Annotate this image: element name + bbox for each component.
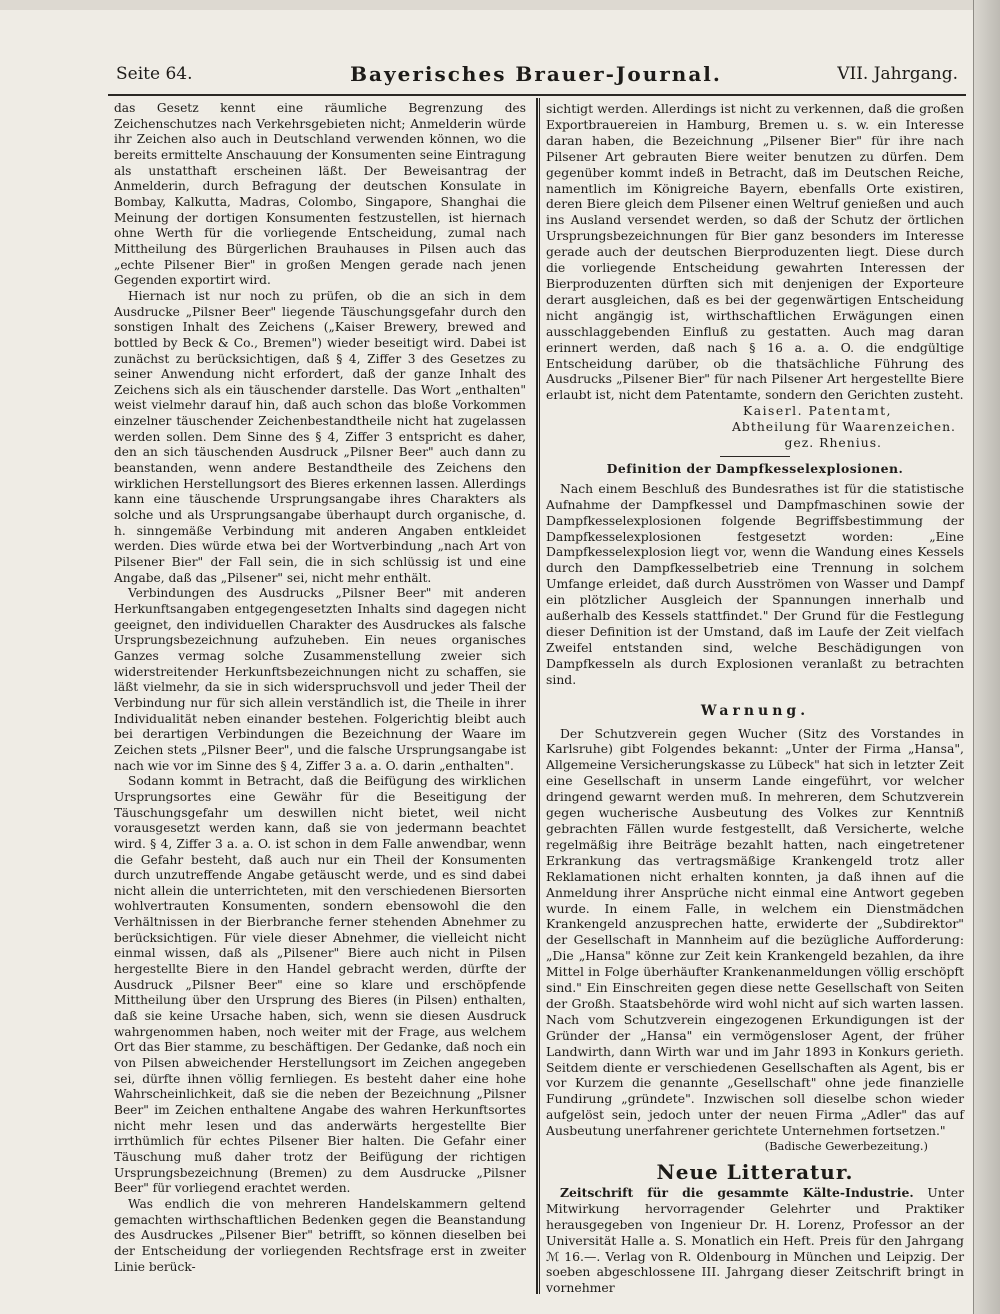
left-paragraph-1: das Gesetz kennt eine räumliche Begrenzung des Zeichenschutzes nach Verkehrsgebieten nicht; Anmelderin würde ihr Zeichen also auch in Deutschland verwenden können, wo die bereits ermittelte Anschauung der Konsumenten seine Eintragung als unstatthaft erscheinen läßt. Der Beweisantrag der Anmelderin, durch Befragung der deutschen Konsulate in Bombay, Kalkutta, Madras, Colombo, Singapore, Shanghai die Meinung der dortigen Konsumenten festzustellen, ist hiernach ohne Werth für die vorliegende Entscheidung, zumal nach Mittheilung des Bürgerlichen Brauhauses in Pilsen auch das „echte Pilsener Bier" in großen Mengen gerade nach jenen Gegenden exportirt wird. <box>114 101 526 288</box>
left-column <box>114 101 526 1275</box>
page-header <box>108 62 964 92</box>
literature-subtitle: Zeitschrift für die gesammte Kälte-Industrie. <box>560 1184 914 1200</box>
signature-office: Kaiserl. Patentamt, <box>742 403 892 419</box>
page-number: Seite 64. <box>116 64 193 84</box>
header-rule <box>108 94 966 96</box>
scan-edge-top <box>0 0 1000 10</box>
section-separator <box>720 456 790 457</box>
left-paragraph-3: Verbindungen des Ausdrucks „Pilsner Beer" mit anderen Herkunftsangaben entgegengesetzten Inhalts sind dagegen nicht geeignet, den individuellen Charakter des Ausdruckes als falsche Ursprungsbezeichnung aufzuheben. Ein neues organisches Ganzes vermag solche Zusammenstellung zweier sich widerstreitender Herkunftsbezeichnungen nicht zu schaffen, sie läßt vielmehr, da sie in sich widerspruchsvoll und jeder Theil der Verbindung nur für sich allein verständlich ist, die Theile in ihrer Individualität neben einander bestehen. Folgerichtig bleibt auch bei derartigen Verbindungen die Bezeichnung der Waare im Zeichen stets „Pilsner Beer", und die falsche Ursprungsangabe ist nach wie vor im Sinne des § 4, Ziffer 3 a. a. O. darin „enthalten". <box>114 586 526 773</box>
journal-title: Bayerisches Brauer-Journal. <box>350 62 722 86</box>
right-column <box>546 101 964 1296</box>
definition-paragraph: Nach einem Beschluß des Bundesrathes ist für die statistische Aufnahme der Dampfkessel und Dampfmaschinen sowie der Dampfkesselexplosionen folgende Begriffsbestimmung der Dampfkesselexplosionen festgesetzt worden: „Eine Dampfkesselexplosion liegt vor, wenn die Wandung eines Kessels durch den Dampfkesselbetrieb eine Trennung in solchem Umfange erleidet, daß durch Ausströmen von Wasser und Dampf ein plötzlicher Ausgleich der Spannungen innerhalb und außerhalb des Kessels stattfindet." Der Grund für die Festlegung dieser Definition ist der Umstand, daß im Laufe der Zeit vielfach Zweifel entstanden sind, welche Beschädigungen von Dampfkesseln als durch Explosionen veranlaßt zu betrachten sind. <box>546 480 964 687</box>
warning-heading: Warnung. <box>700 702 810 719</box>
column-divider <box>536 98 538 1294</box>
volume-label: VII. Jahrgang. <box>837 64 958 84</box>
scan-edge-right <box>973 0 1000 1314</box>
left-paragraph-2: Hiernach ist nur noch zu prüfen, ob die an sich in dem Ausdrucke „Pilsner Beer" liegende Täuschungsgefahr durch den sonstigen Inhalt des Zeichens („Kaiser Brewery, brewed and bottled by Beck & Co., Bremen") wieder beseitigt wird. Dabei ist zunächst zu berücksichtigen, daß § 4, Ziffer 3 des Gesetzes zu seiner Anwendung nicht erfordert, daß der ganze Inhalt des Zeichens sich als ein täuschender darstelle. Das Wort „enthalten" weist vielmehr darauf hin, daß auch schon das bloße Vorkommen einzelner täuschender Zeichenbestandtheile nicht hat zugelassen werden sollen. Dem Sinne des § 4, Ziffer 3 entspricht es daher, den an sich täuschenden Ausdruck „Pilsner Beer" auch dann zu beanstanden, wenn andere Bestandtheile des Zeichens den wirklichen Herstellungsort des Bieres erkennen lassen. Allerdings kann eine täuschende Ursprungsangabe ihres Charakters als solche und als Ursprungsangabe überhaupt durch organische, d. h. sinngemäße Verbindung mit anderen Angaben entkleidet werden. Dies würde etwa bei der Wortverbindung „nach Art von Pilsener Bier" der Fall sein, die in sich schlüssig ist und eine Angabe, daß das „Pilsener" sei, nicht mehr enthält. <box>114 288 526 585</box>
warning-paragraph: Der Schutzverein gegen Wucher (Sitz des Vorstandes in Karlsruhe) gibt Folgendes bekannt: „Unter der Firma „Hansa", Allgemeine Versicherungskasse zu Lübeck" hat sich in letzter Zeit eine Gesellschaft in unserm Lande eingeführt, vor welcher dringend gewarnt werden muß. In mehreren, dem Schutzverein gegen wucherische Ausbeutung des Volkes zur Kenntniß gebrachten Fällen wurde festgestellt, daß Versicherte, welche regelmäßig ihre Beiträge bezahlt hatten, nach eingetretener Erkrankung das vertragsmäßige Krankengeld trotz aller Reklamationen nicht erhalten konnten, ja daß ihnen auf die Anmeldung ihrer Ansprüche nicht einmal eine Antwort gegeben wurde. In einem Falle, in welchem ein Dienstmädchen Krankengeld anzusprechen hatte, erwiderte der „Subdirektor" der Gesellschaft in Mannheim auf die bezügliche Aufforderung: „Die „Hansa" könne zur Zeit kein Krankengeld bezahlen, da ihre Mittel in Folge überhäufter Krankenanmeldungen völlig erschöpft sind." Ein Einschreiten gegen diese nette Gesellschaft von Seiten der Großh. Staatsbehörde wird wohl nicht auf sich warten lassen. Nach vom Schutzverein eingezogenen Erkundigungen ist der Gründer der „Hansa" ein vermögensloser Agent, der früher Landwirth, dann Wirth war und im Jahr 1893 in Konkurs gerieth. Seitdem diente er verschiedenen Gesellschaften als Agent, bis er vor Kurzem die genannte „Gesellschaft" ohne jede finanzielle Fundirung „gründete". Inzwischen soll dieselbe schon wieder aufgelöst sein, jedoch unter der neuen Firma „Adler" das auf Ausbeutung unerfahrener gerichtete Unternehmen fortsetzen." <box>546 725 964 1139</box>
signature-department: Abtheilung für Waarenzeichen. <box>731 419 956 435</box>
right-continuation-paragraph: sichtigt werden. Allerdings ist nicht zu verkennen, daß die großen Exportbrauereien in Hamburg, Bremen u. s. w. ein Interesse daran haben, die Bezeichnung „Pilsener Bier" für ihre nach Pilsener Art gebrauten Biere weiter benutzen zu dürfen. Dem gegenüber kommt indeß in Betracht, daß im Deutschen Reiche, namentlich im Königreiche Bayern, ebenfalls Orte existiren, deren Biere gleich dem Pilsener einen Weltruf genießen und auch ins Ausland versendet werden, so daß der Schutz der örtlichen Ursprungsbezeichnungen für Bier ganz besonders im Interesse gerade auch der deutschen Bierproduzenten liegt. Diese durch die vorliegende Entscheidung gewahrten Interessen der Bierproduzenten dürften sich mit denjenigen der Exporteure derart ausgleichen, daß es bei der gegenwärtigen Entscheidung nicht angängig ist, wirthschaftlichen Erwägungen einen ausschlaggebenden Einfluß zu gestatten. Auch mag daran erinnert werden, daß nach § 16 a. a. O. die endgültige Entscheidung darüber, ob die thatsächliche Führung des Ausdrucks „Pilsener Bier" für nach Pilsener Art hergestellte Biere erlaubt ist, nicht dem Patentamte, sondern den Gerichten zusteht. <box>546 101 964 403</box>
column-divider-thin <box>539 98 540 1294</box>
left-paragraph-5: Was endlich die von mehreren Handelskammern geltend gemachten wirthschaftlichen Bedenken gegen die Beanstandung des Ausdruckes „Pilsener Bier" betrifft, so können dieselben bei der Entscheidung der vorliegenden Rechtsfrage erst in zweiter Linie berück- <box>114 1196 526 1274</box>
signature-name: gez. Rhenius. <box>784 435 882 451</box>
warning-source: (Badische Gewerbezeitung.) <box>764 1139 928 1154</box>
left-paragraph-4: Sodann kommt in Betracht, daß die Beifügung des wirklichen Ursprungsortes eine Gewähr für die Beseitigung der Täuschungsgefahr um deswillen nicht bietet, weil nicht vorausgesetzt werden kann, daß sie von jedermann beachtet wird. § 4, Ziffer 3 a. a. O. ist schon in dem Falle anwendbar, wenn die Gefahr besteht, daß auch nur ein Theil der Konsumenten durch unzutreffende Angabe getäuscht werde, und es sind dabei nicht allein die unterrichteten, mit den verschiedenen Biersorten wohlvertrauten Konsumenten, sondern ebensowohl die den Verhältnissen in der Bierbranche ferner stehenden Abnehmer zu berücksichtigen. Für viele dieser Abnehmer, die vielleicht nicht einmal wissen, daß als „Pilsener" Biere auch nicht in Pilsen hergestellte Biere in den Handel gebracht werden, dürfte der Ausdruck „Pilsner Beer" eine so klare und erschöpfende Mittheilung über den Ursprung des Bieres (in Pilsen) enthalten, daß sie keine Ursache haben, sich, wenn sie diesen Ausdruck wahrgenommen haben, noch weiter mit der Frage, aus welchem Ort das Bier stamme, zu beschäftigen. Der Gedanke, daß noch ein von Pilsen abweichender Herstellungsort im Zeichen angegeben sei, dürfte ihnen völlig fernliegen. Es besteht daher eine hohe Wahrscheinlichkeit, daß sie die neben der Bezeichnung „Pilsner Beer" im Zeichen enthaltene Angabe des wahren Herkunftsortes nicht mehr lesen und das anderwärts hergestellte Bier irrthümlich für echtes Pilsener Bier halten. Die Gefahr einer Täuschung muß daher trotz der Beifügung der richtigen Ursprungsbezeichnung (Bremen) zu dem Ausdrucke „Pilsner Beer" für vorliegend erachtet werden. <box>114 774 526 1196</box>
definition-heading: Definition der Dampfkesselexplosionen. <box>606 460 904 476</box>
signature-block <box>546 403 964 451</box>
literature-paragraph <box>546 1185 964 1296</box>
literature-heading: Neue Litteratur. <box>656 1160 854 1184</box>
literature-text: Unter Mitwirkung hervorragender Gelehrter und Praktiker herausgegeben von Ingenieur Dr. H. Lorenz, Professor an der Universität Halle a. S. Monatlich ein Heft. Preis für den Jahrgang ℳ 16.—. Verlag von R. Oldenbourg in München und Leipzig. Der soeben abgeschlossene III. Jahrgang dieser Zeitschrift bringt in vornehmer <box>546 1184 964 1296</box>
